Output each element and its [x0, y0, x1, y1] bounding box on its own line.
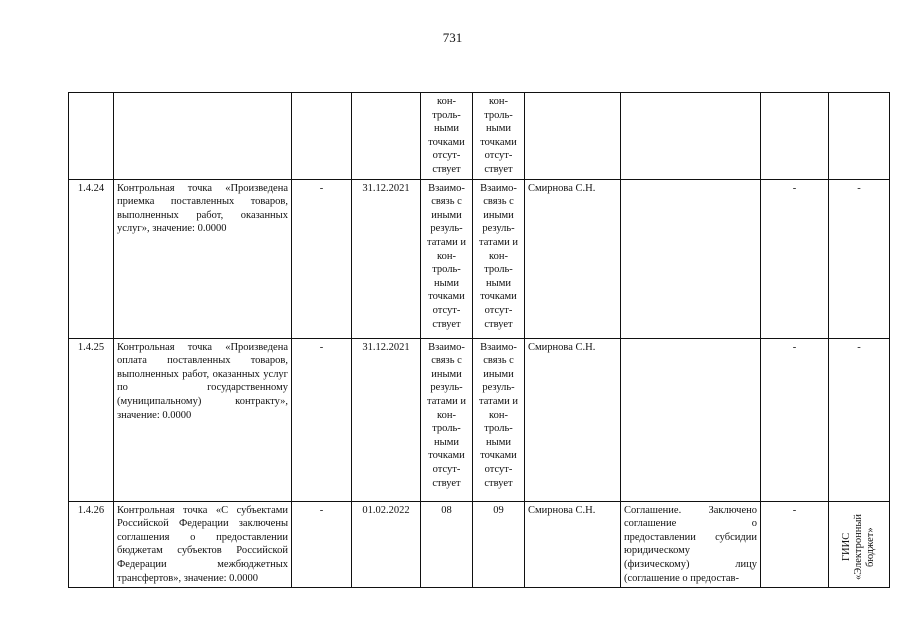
base-value: - — [292, 338, 352, 501]
link-next: Взаимо- связь с иными резуль- татами и кон- троль- ными точками отсут- ствует — [479, 341, 518, 489]
link-next: кон- троль- ными точками отсут- ствует — [480, 96, 517, 175]
link-previous: Взаимо- связь с иными резуль- татами и кон- троль- ными точками отсут- ствует — [427, 182, 466, 330]
link-previous: кон- троль- ными точками отсут- ствует — [428, 96, 465, 175]
document-type: Соглашение. Заключено соглашение о предоставлении субсидии юридическому (физическому) лицу (соглашение о предостав- — [621, 501, 761, 588]
row-number: 1.4.25 — [69, 338, 114, 501]
document-type — [621, 93, 761, 180]
table-row — [69, 338, 890, 501]
link-next: 09 — [493, 504, 504, 516]
due-date: 31.12.2021 — [352, 179, 421, 338]
row-number: 1.4.26 — [69, 501, 114, 588]
control-point-name: Контрольная точка «Произведена приемка поставленных товаров, выполненных работ, оказанных услуг», значение: 0.0000 — [114, 179, 292, 338]
info-system-col9: - — [761, 179, 829, 338]
due-date — [352, 93, 421, 180]
responsible-person: Смирнова С.Н. — [525, 501, 621, 588]
control-point-name — [114, 93, 292, 180]
info-system-vertical: ГИИС «Электронный бюджет» — [841, 514, 876, 581]
document-type — [621, 338, 761, 501]
table-row — [69, 93, 890, 180]
row-number — [69, 93, 114, 180]
link-next: Взаимо- связь с иными резуль- татами и кон- троль- ными точками отсут- ствует — [479, 182, 518, 330]
control-point-name: Контрольная точка «С субъектами Российской Федерации заключены соглашения о предоставлении бюджетам субъектов Российской Федерации межбюджетных трансфертов», значение: 0.0000 — [114, 501, 292, 588]
due-date: 31.12.2021 — [352, 338, 421, 501]
link-previous: 08 — [441, 504, 452, 516]
table-row — [69, 179, 890, 338]
base-value: - — [292, 501, 352, 588]
responsible-person — [525, 93, 621, 180]
document-type — [621, 179, 761, 338]
page-number: 731 — [442, 30, 463, 45]
responsible-person: Смирнова С.Н. — [525, 338, 621, 501]
row-number: 1.4.24 — [69, 179, 114, 338]
info-system-col10 — [829, 93, 890, 180]
table-row — [69, 501, 890, 588]
base-value — [292, 93, 352, 180]
due-date: 01.02.2022 — [352, 501, 421, 588]
responsible-person: Смирнова С.Н. — [525, 179, 621, 338]
info-system-col10: - — [829, 338, 890, 501]
link-previous: Взаимо- связь с иными резуль- татами и кон- троль- ными точками отсут- ствует — [427, 341, 466, 489]
info-system-col9: - — [761, 501, 829, 588]
info-system-col9 — [761, 93, 829, 180]
info-system-col10: - — [829, 179, 890, 338]
info-system-col9: - — [761, 338, 829, 501]
control-point-name: Контрольная точка «Произведена оплата поставленных товаров, выполненных работ, оказанных услуг по государственному (муниципальному) контракту», значение: 0.0000 — [114, 338, 292, 501]
control-points-table — [68, 92, 890, 588]
base-value: - — [292, 179, 352, 338]
